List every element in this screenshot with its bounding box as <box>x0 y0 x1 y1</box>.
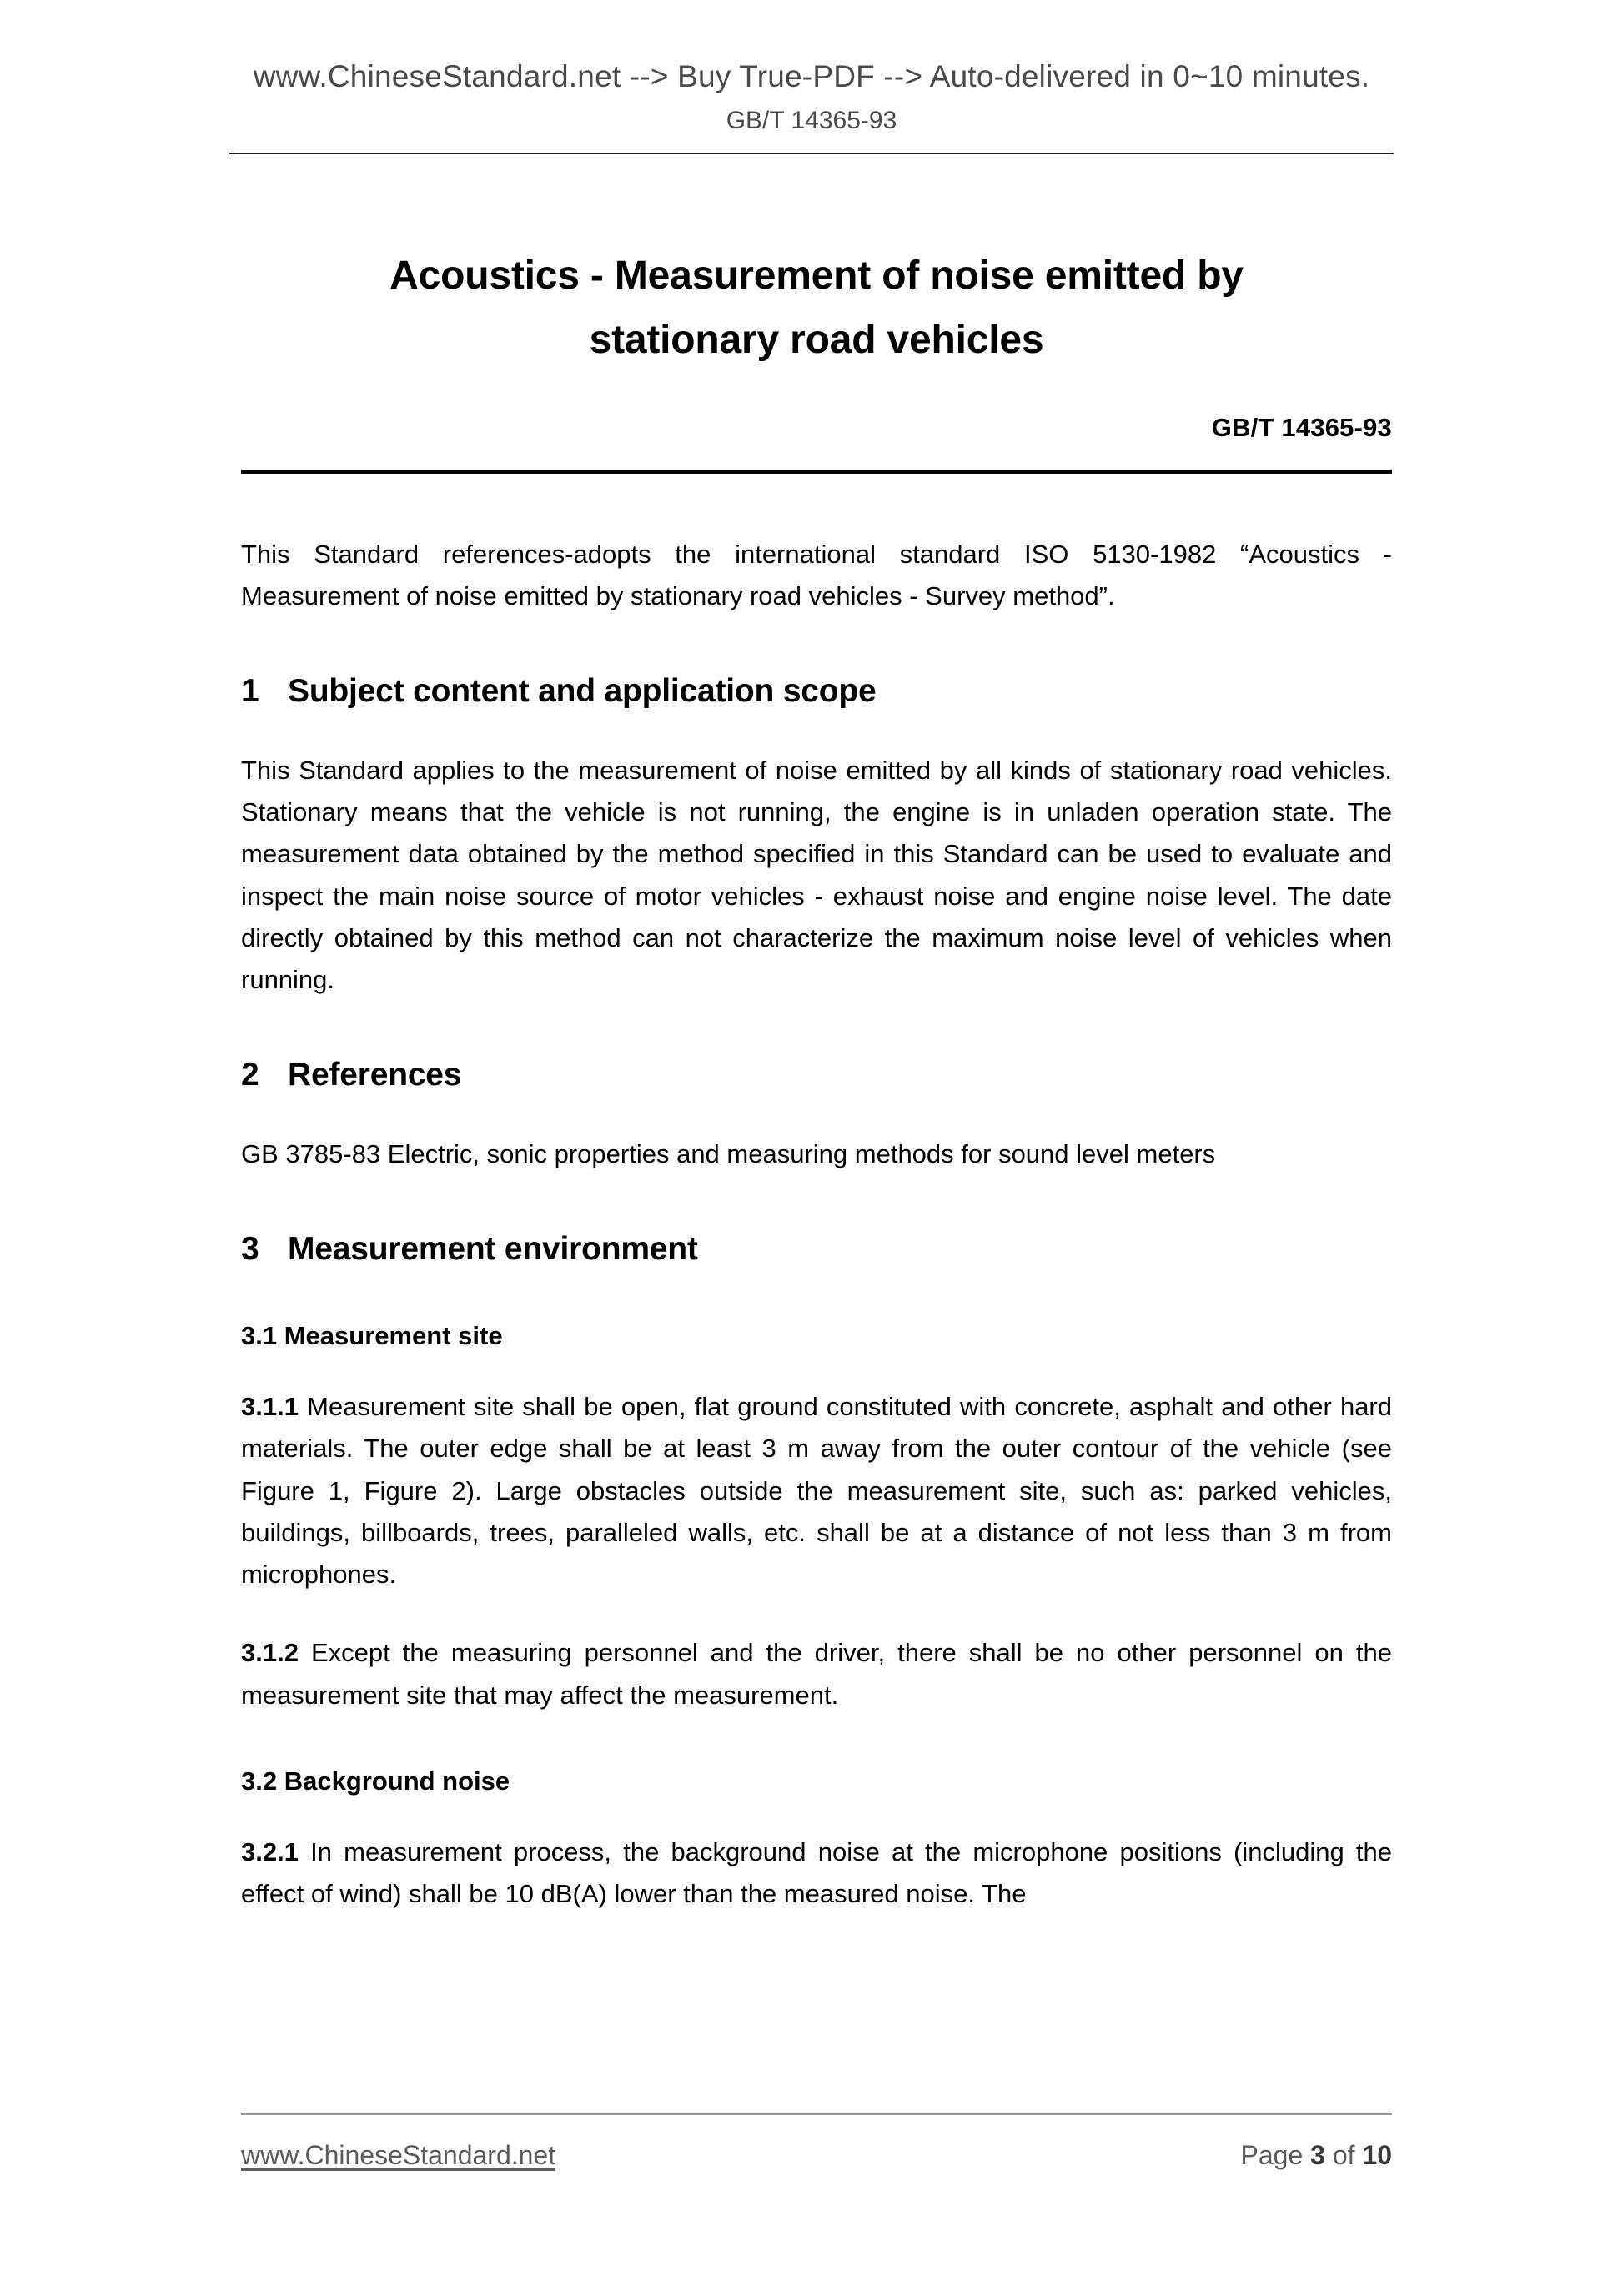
clause-3-2-1 <box>241 1831 1392 1915</box>
intro-paragraph: This Standard references-adopts the international standard ISO 5130-1982 “Acoustics - Measurement of noise emitted by stationary road vehicles - Survey method”. <box>241 539 1392 611</box>
page-label-prefix: Page <box>1240 2140 1311 2170</box>
clause-3-1-2 <box>241 1632 1392 1716</box>
clause-number-3-1-2: 3.1.2 <box>241 1638 299 1668</box>
footer-divider <box>241 2113 1392 2115</box>
section-body-1: This Standard applies to the measurement of noise emitted by all kinds of stationary road vehicles. Stationary means that the vehicle is not running, the engine is in unladen operation state. The measurement data obtained by the method specified in this Standard can be used to evaluate and inspect the main noise source of motor vehicles - exhaust noise and engine noise level. The date directly obtained by this method can not characterize the maximum noise level of vehicles when running. <box>241 756 1392 995</box>
clause-text-3-1-1: Measurement site shall be open, flat ground constituted with concrete, asphalt and other hard materials. The outer edge shall be at least 3 m away from the outer contour of the vehicle (see Figure 1, Figure 2). Large obstacles outside the measurement site, such as: parked vehicles, buildings, billboards, trees, paralleled walls, etc. shall be at a distance of not less than 3 m from microphones. <box>241 1392 1392 1590</box>
page-footer <box>241 2113 1392 2171</box>
section-title-1: Subject content and application scope <box>288 673 877 710</box>
page-label-middle: of <box>1324 2140 1363 2170</box>
clause-number-3-2-1: 3.2.1 <box>241 1837 299 1867</box>
section-number-2: 2 <box>241 1057 259 1093</box>
title-divider <box>241 470 1392 474</box>
clause-number-3-1-1: 3.1.1 <box>241 1392 299 1422</box>
title-standard-number: GB/T 14365-93 <box>1211 412 1392 442</box>
section-body-2: GB 3785-83 Electric, sonic properties and measuring methods for sound level meters <box>241 1139 1216 1168</box>
section-number-1: 1 <box>241 673 259 710</box>
section-heading-1 <box>241 617 1392 713</box>
section-title-2: References <box>288 1057 462 1093</box>
page-title <box>241 0 1392 366</box>
page-current-number: 3 <box>1310 2140 1325 2170</box>
page-total-number: 10 <box>1362 2140 1392 2170</box>
section-number-3: 3 <box>241 1231 259 1268</box>
footer-website-link[interactable]: www.ChineseStandard.net <box>241 2140 556 2170</box>
page-title-line-1: Acoustics - Measurement of noise emitted by <box>389 254 1244 298</box>
footer-row <box>241 2140 1392 2171</box>
section-title-3: Measurement environment <box>288 1231 698 1268</box>
page-title-line-2: stationary road vehicles <box>589 318 1044 363</box>
document-content <box>241 0 1392 1915</box>
page-number-indicator <box>1241 2140 1392 2171</box>
header-standard-number: GB/T 14365-93 <box>726 107 897 135</box>
subsection-heading-3-2: 3.2 Background noise <box>241 1766 510 1796</box>
clause-3-1-1 <box>241 1386 1392 1595</box>
clause-text-3-1-2: Except the measuring personnel and the driver, there shall be no other personnel on the measurement site that may affect the measurement. <box>241 1638 1392 1710</box>
clause-text-3-2-1: In measurement process, the background noise at the microphone positions (including the effect of wind) shall be 10 dB(A) lower than the measured noise. The <box>241 1837 1392 1909</box>
section-heading-2 <box>241 1001 1392 1097</box>
subsection-heading-3-1: 3.1 Measurement site <box>241 1320 503 1350</box>
section-heading-3 <box>241 1175 1392 1271</box>
header-promo-text: www.ChineseStandard.net --> Buy True-PDF --> Auto-delivered in 0~10 minutes. <box>253 59 1370 93</box>
